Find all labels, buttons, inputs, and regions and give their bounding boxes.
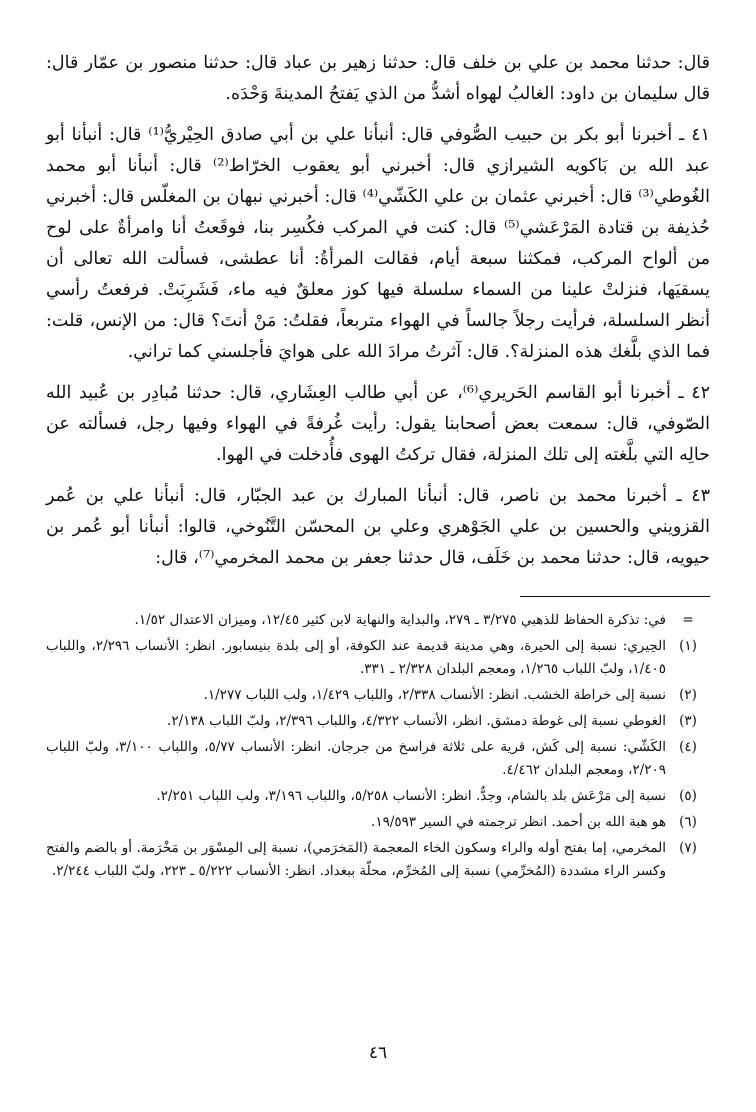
page-number: ٤٦ [368,1043,388,1063]
footnote-text: هو هبة الله بن أحمد. انظر ترجمته في السير ١٩/٥٩٣. [371,814,666,830]
footnote-text: نسبة إلى مَرْعَش بلد بالشام، وجدٌّ. انظر: الأنساب ٥/٢٥٨، واللباب ٣/١٩٦، ولب اللباب ٢/٢٥١. [156,788,666,804]
footnote-number: (٤) [679,739,697,755]
paragraph-intro: قال: حدثنا محمد بن علي بن خلف قال: حدثنا زهير بن عباد قال: حدثنا منصور بن عمّار قال: قال سليمان بن داود: الغالبُ لهواه أشدُّ من الذي يَفتحُ المدينةَ وَحْدَه. [46,53,710,104]
paragraph-41: ٤١ ـ أخبرنا أبو بكر بن حبيب الصُّوفي قال: أنبأنا علي بن أبي صادق الحِيْريُّ⁽¹⁾ قال: أنبأنا أبو عبد الله بن بَاكويه الشيرازي قال: أخبرني أبو يعقوب الخرّاط⁽²⁾ قال: أنبأنا أبو محمد الغُوطي⁽³⁾ قال: أخبرني عثمان بن علي الكَشّي⁽⁴⁾ قال: أخبرني نبهان بن المغلّس قال: أخبرني حُذيفة بن قتادة المَرْعَشي⁽⁵⁾ قال: كنت في المركب فكُسِر بنا، فوقَعتُ أنا وامرأةٌ على لوح من ألواح المركب، فمكثنا سبعة أيام، فقالت المرأةُ: أنا عطشى، فسألت الله تعالى أن يسقيَها، فنزلتْ علينا من السماء سلسلة فيها كوز معلقٌ فيه ماء، فَشَرِبَتْ. فرفعتُ رأسي أنظر السلسلة، فرأيت رجلاً جالساً في الهواء متربعاً، فقلتُ: مَنْ أنتَ؟ قال: من الإنس، قلت: فما الذي بلَّغك هذه المنزلة؟. قال: آثرتُ مرادَ الله على هوايَ فأجلسني كما تراني. [46,125,711,362]
footnote-text: الحِيري: نسبة إلى الحيرة، وهي مدينة قديمة عند الكوفة، أو إلى بلدة بنيسابور. انظر: الأنساب ٢/٢٩٦، واللباب ١/٤٠٥، ولبّ اللباب ١/٢٦٥، ومعجم البلدان ٢/٣٢٨ ـ ٣٣١. [46,638,666,677]
footnote-text: نسبة إلى خراطة الخشب. انظر: الأنساب ٢/٣٣٨، واللباب ١/٤٢٩، ولب اللباب ١/٢٧٧. [203,687,666,703]
footnote-text: الغوطي نسبة إلى غوطة دمشق. انظر، الأنساب ٤/٣٢٢، واللباب ٢/٣٩٦، ولبّ اللباب ٢/١٣٨. [167,713,666,729]
footnote-divider [520,596,710,597]
footnote-number: (٢) [679,687,697,703]
paragraph-43: ٤٣ ـ أخبرنا محمد بن ناصر، قال: أنبأنا المبارك بن عبد الجبّار، قال: أنبأنا علي بن عُمر القزويني والحسين بن علي الجَوْهري وعلي بن المحسّن التَّنُوخي، قالوا: أنبأنا أبو عُمر بن حيويه، قال: حدثنا محمد بن خَلَف، قال حدثنا جعفر بن محمد المخرمي⁽⁷⁾، قال: [46,486,710,568]
footnote-2 [46,684,710,707]
footnote-4 [46,736,710,782]
footnote-number: (٧) [679,840,697,856]
footnote-6 [46,811,710,834]
footnote-5 [46,785,710,808]
footnote-number: (٥) [679,788,697,804]
footnote-number: (٣) [679,713,697,729]
paragraph-42: ٤٢ ـ أخبرنا أبو القاسم الحَريري⁽⁶⁾، عن أبي طالب العِشَاري، قال: حدثنا مُبادِر بن عُبيد الله الصّوفي، قال: سمعت بعض أصحابنا يقول: رأيت غُرفةً في الهواء وفيها رجل، فسألته عن حالِه التي بلَّغته إلى تلك المنزلة، فقال تركتُ الهوى فأُدخلت في الهوا. [46,383,710,465]
footnote-number: (٦) [679,814,697,830]
footnotes [46,609,710,883]
footnote-text: المخرمي، إما بفتح أوله والراء وسكون الخاء المعجمة (المَخرَمي)، نسبة إلى المِسْوَر بن مَخْرَمة. أو بالضم والفتح وكسر الراء مشددة (المُخرِّمي) نسبة إلى المُخرِّم، محلّة ببغداد. انظر: الأنساب ٥/٢٢٢ ـ ٢٢٣، ولبّ اللباب ٢/٢٤٤. [46,840,666,879]
footnote-text: الكَشّي: نسبة إلى كَش، قرية على ثلاثة فراسخ من جرجان. انظر: الأنساب ٥/٧٧، واللباب ٣/١٠٠، ولبّ اللباب ٢/٢٠٩، ومعجم البلدان ٤/٤٦٢. [46,739,666,778]
footnote-marker: = [682,612,694,628]
footnote-7 [46,837,710,883]
footnote-3 [46,710,710,733]
main-text [46,48,710,574]
footnote-continuation [46,609,710,632]
footnote-1 [46,635,710,681]
footnote-text: في: تذكرة الحفاظ للذهبي ٣/٢٧٥ ـ ٢٧٩، والبداية والنهاية لابن كثير ١٢/٤٥، وميزان الاعتدال ١/٥٢. [134,612,666,628]
footnote-number: (١) [679,638,697,654]
